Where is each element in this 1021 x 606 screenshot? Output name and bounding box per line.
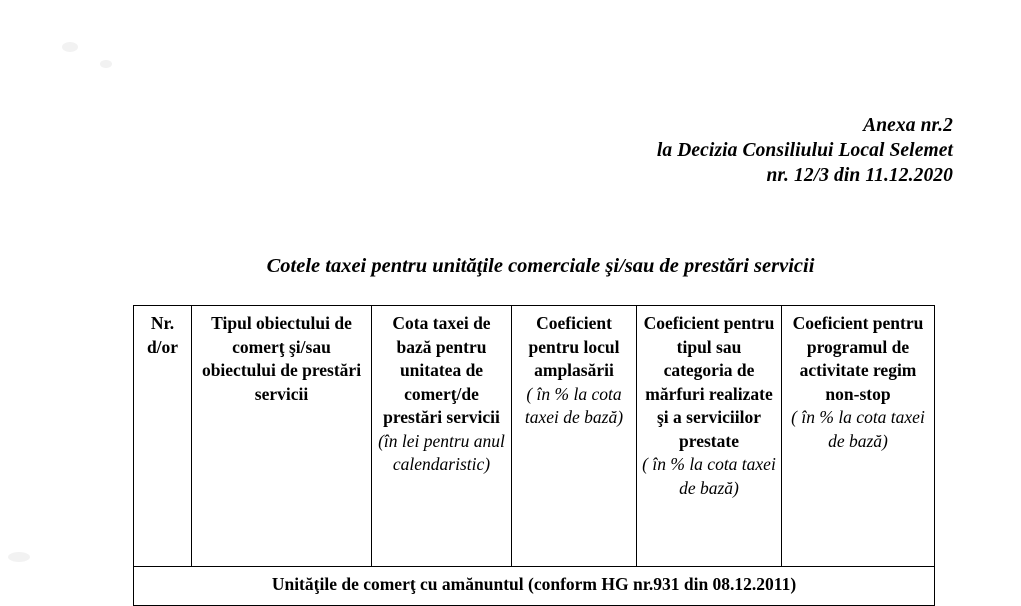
column-header-cota-baza-main: Cota taxei de bază pentru unitatea de comerţ/de prestări servicii [383,313,500,427]
column-header-coef-amplasare [512,306,637,567]
column-header-tip-obiect [192,306,372,567]
column-header-coef-program-note: ( în % la cota taxei de bază) [791,407,925,451]
table-row [134,567,935,606]
column-header-coef-program-main: Coeficient pentru programul de activitate regim non-stop [792,313,924,404]
column-header-coef-marfuri [637,306,782,567]
header-line-number-date: nr. 12/3 din 11.12.2020 [766,165,953,186]
section-title-text: Unităţile de comerţ cu amănuntul (conform HG nr.931 din 08.12.2011) [271,574,797,594]
column-header-coef-marfuri-main: Coeficient pentru tipul sau categoria de mărfuri realizate şi a serviciilor prestate [643,313,775,451]
column-header-nr [134,306,192,567]
section-title-cell [134,567,935,606]
column-header-cota-baza-note: (în lei pentru anul calendaristic) [378,430,505,474]
table-header-row [134,306,935,567]
document-header [657,113,953,188]
column-header-coef-amplasare-main: Coeficient pentru locul amplasării [528,313,620,380]
column-header-cota-baza [372,306,512,567]
scan-artifact [100,60,112,68]
column-header-coef-marfuri-note: ( în % la cota taxei de bază) [642,454,776,498]
column-header-nr-main: Nr. d/or [146,313,179,357]
page-title: Cotele taxei pentru unităţile comerciale şi/sau de prestări servicii [266,255,815,277]
scan-artifact [8,552,30,562]
column-header-coef-program [782,306,935,567]
column-header-tip-obiect-main: Tipul obiectului de comerţ şi/sau obiectului de prestări servicii [201,313,362,404]
header-line-annex: Anexa nr.2 [863,115,953,136]
rates-table-wrapper [133,305,934,606]
scan-artifact [62,42,78,52]
header-line-decision: la Decizia Consiliului Local Selemet [656,140,953,161]
column-header-coef-amplasare-note: ( în % la cota taxei de bază) [524,383,624,427]
rates-table [133,305,935,606]
